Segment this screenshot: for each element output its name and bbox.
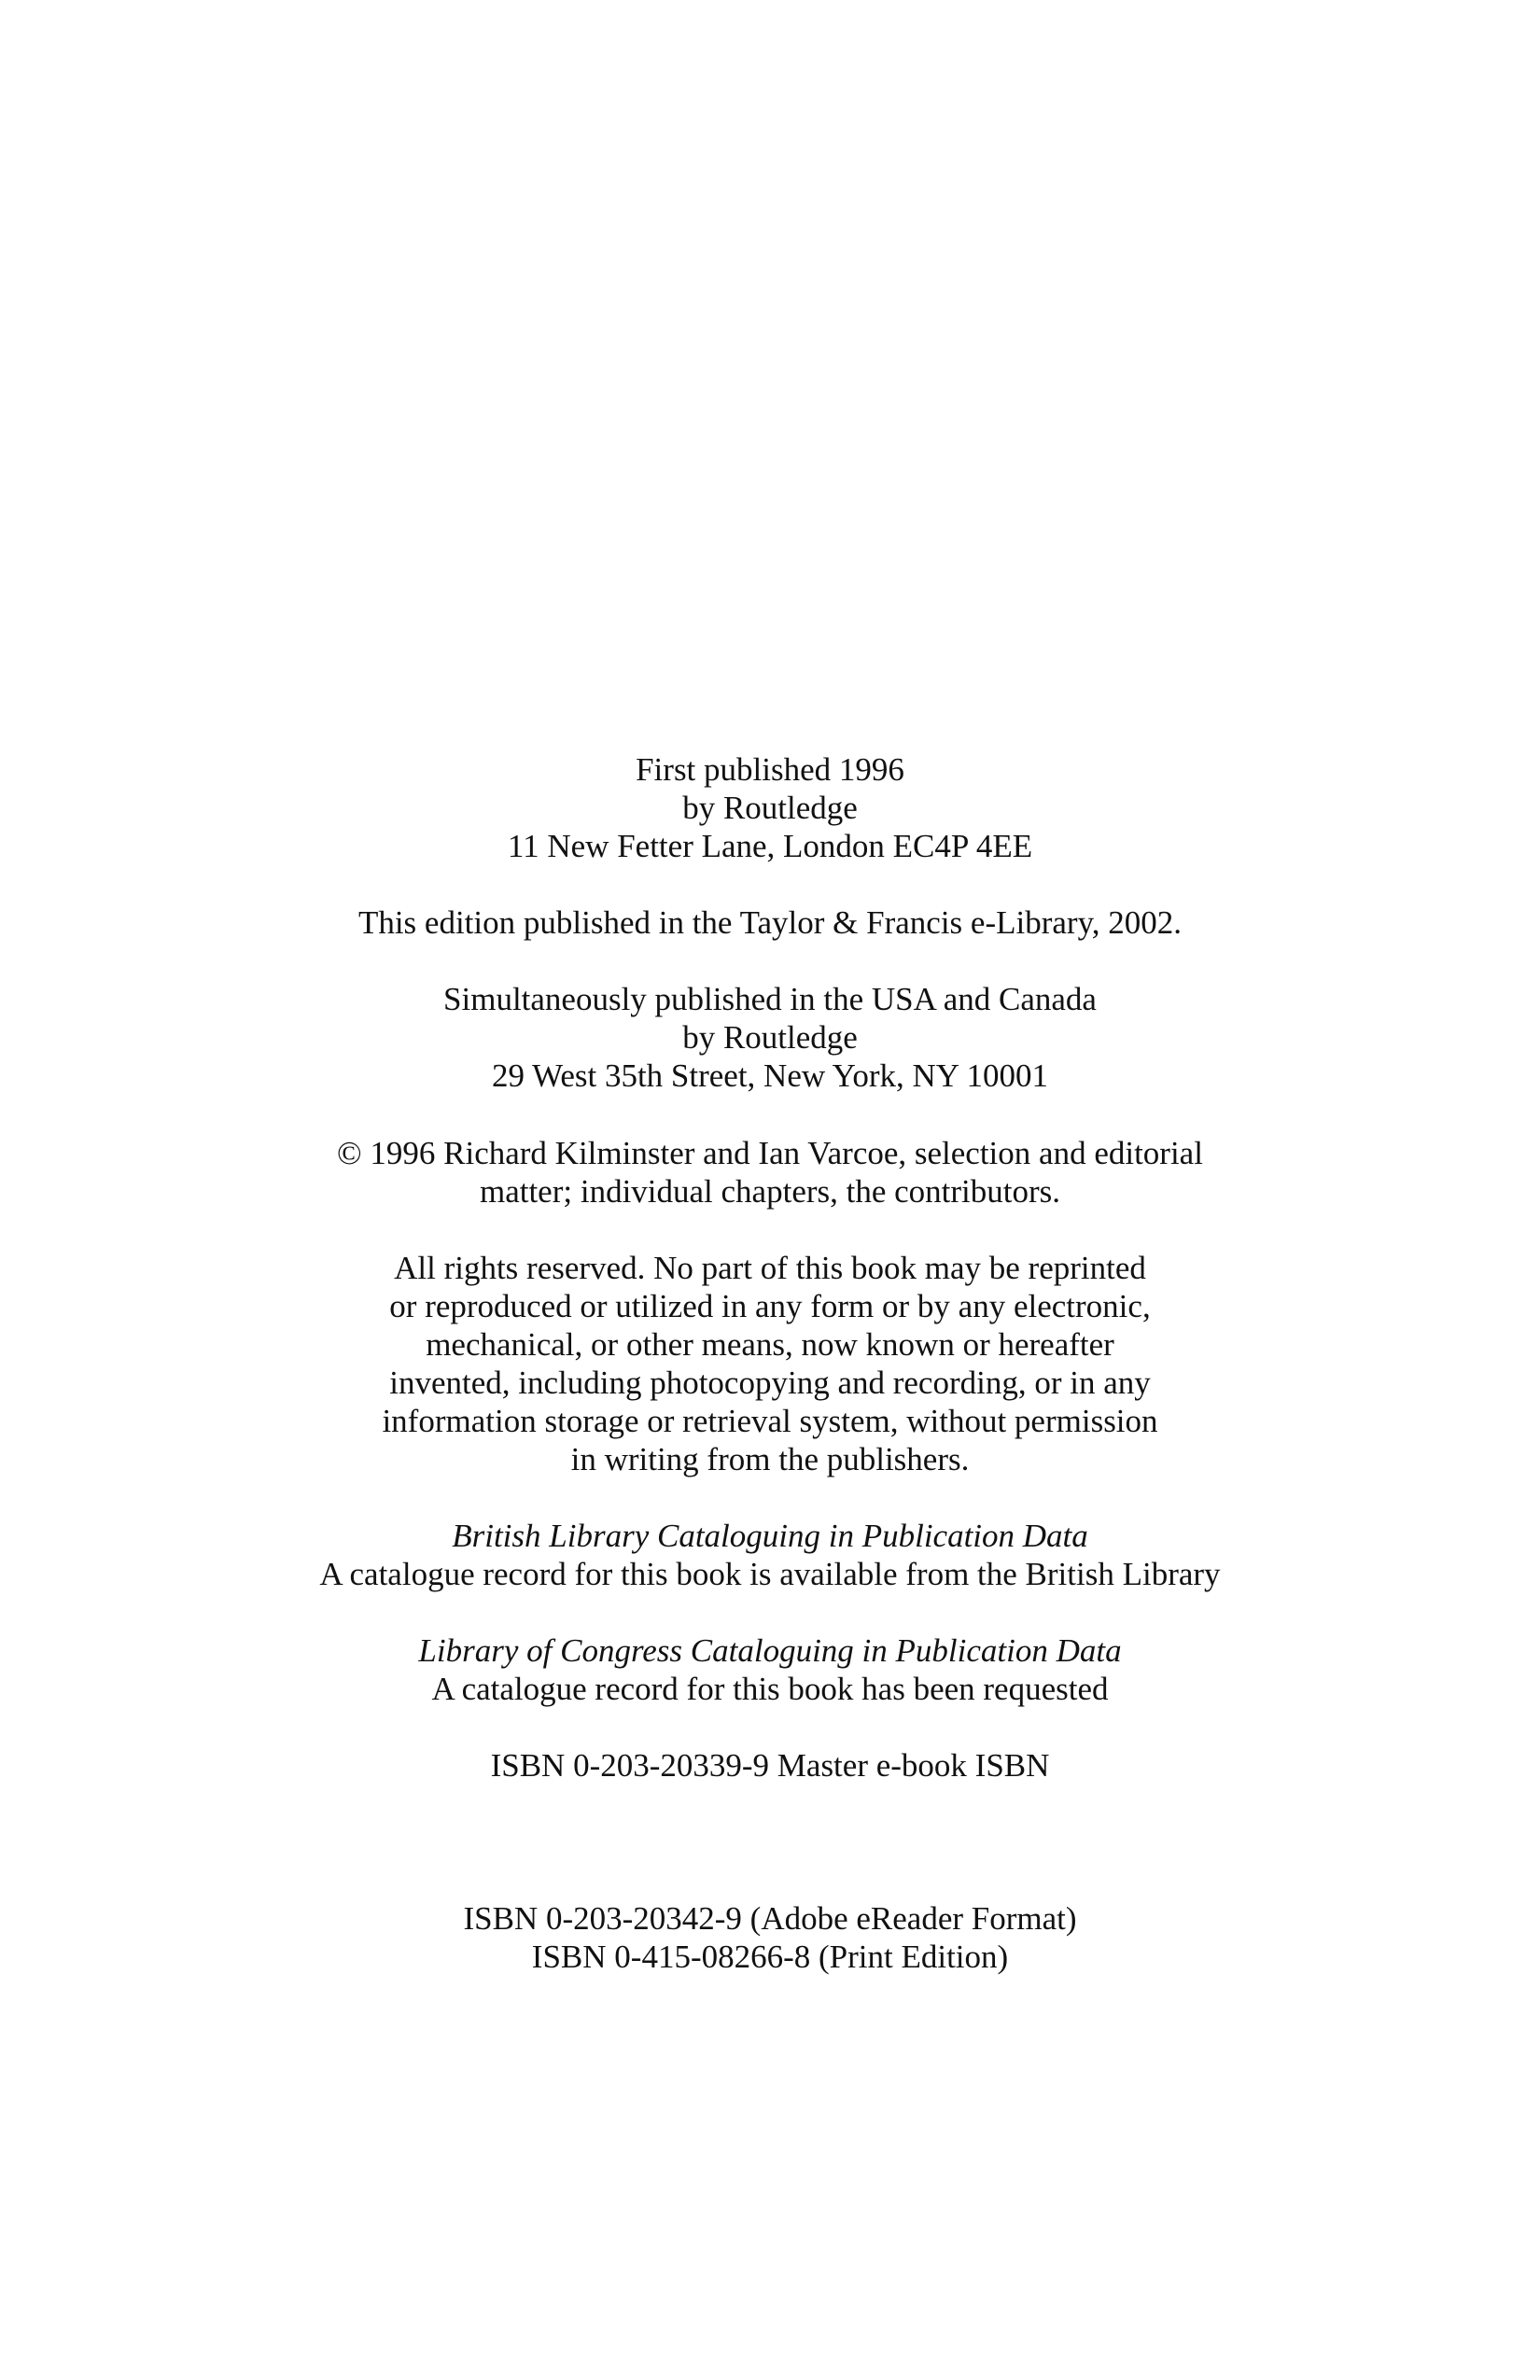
british-library-text: A catalogue record for this book is available from the British Library (319, 1556, 1221, 1592)
british-library-block (0, 1517, 1540, 1593)
ebook-edition-line: This edition published in the Taylor & Francis e-Library, 2002. (357, 904, 1183, 941)
library-of-congress-text: A catalogue record for this book has been requested (431, 1671, 1109, 1707)
us-publisher-address-line: 29 West 35th Street, New York, NY 10001 (491, 1057, 1049, 1094)
rights-line: or reproduced or utilized in any form or by any electronic, (389, 1288, 1151, 1324)
rights-line: information storage or retrieval system, without permission (382, 1403, 1158, 1439)
us-publisher-line: by Routledge (682, 1019, 858, 1056)
isbn-editions-block (0, 1899, 1540, 1976)
isbn-master-block (0, 1746, 1540, 1785)
library-of-congress-block (0, 1631, 1540, 1708)
rights-line: All rights reserved. No part of this book may be reprinted (394, 1250, 1146, 1286)
isbn-master-line: ISBN 0-203-20339-9 Master e-book ISBN (490, 1747, 1050, 1784)
rights-line: invented, including photocopying and recording, or in any (389, 1365, 1151, 1401)
publisher-line: by Routledge (682, 790, 858, 826)
rights-block (0, 1249, 1540, 1478)
simultaneous-publication-block (0, 980, 1540, 1095)
simultaneous-line: Simultaneously published in the USA and Canada (443, 981, 1097, 1017)
first-published-block (0, 750, 1540, 865)
ebook-edition-block (0, 903, 1540, 942)
rights-line: in writing from the publishers. (570, 1441, 970, 1477)
isbn-ereader-line: ISBN 0-203-20342-9 (Adobe eReader Format) (463, 1900, 1077, 1937)
library-of-congress-heading: Library of Congress Cataloguing in Publication Data (418, 1632, 1122, 1669)
copyright-block (0, 1134, 1540, 1211)
first-published-line: First published 1996 (636, 751, 904, 788)
copyright-line: matter; individual chapters, the contributors. (479, 1173, 1061, 1210)
british-library-heading: British Library Cataloguing in Publication Data (452, 1518, 1088, 1554)
isbn-print-line: ISBN 0-415-08266-8 (Print Edition) (531, 1939, 1009, 1975)
publisher-address-line: 11 New Fetter Lane, London EC4P 4EE (507, 828, 1033, 864)
rights-line: mechanical, or other means, now known or hereafter (426, 1326, 1114, 1363)
copyright-line: © 1996 Richard Kilminster and Ian Varcoe, selection and editorial (337, 1135, 1203, 1171)
